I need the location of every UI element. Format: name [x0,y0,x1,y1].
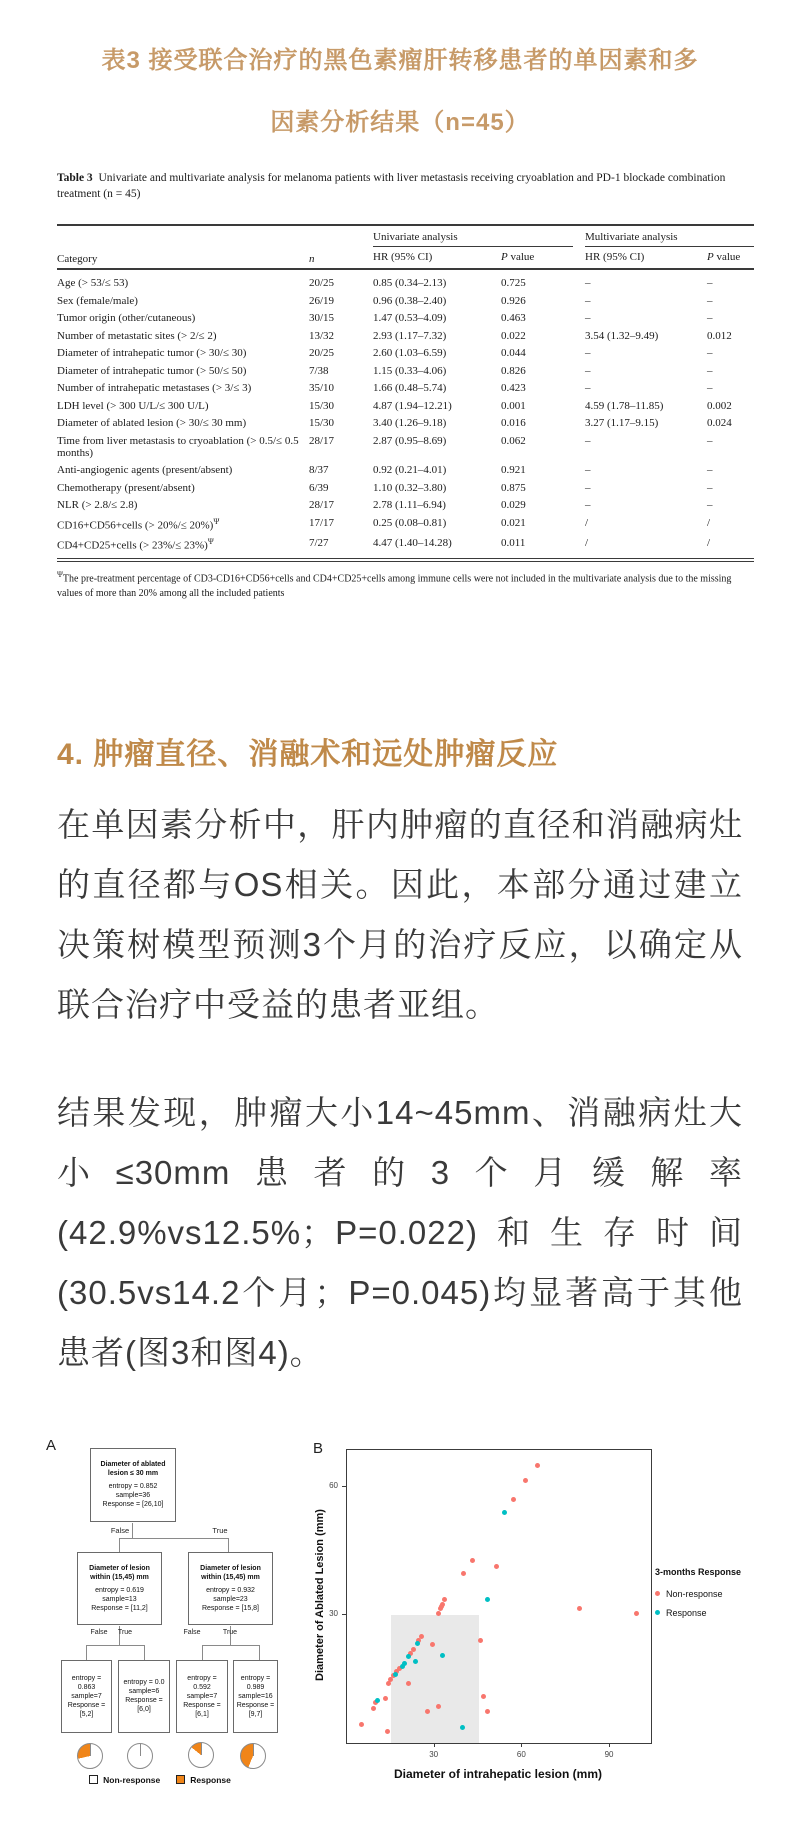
table-row: NLR (> 2.8/≤ 2.8) 28/17 2.78 (1.11–6.94) 0.029 – – [57,499,713,512]
tree-node-right [188,1552,273,1625]
tree-node-sample: sample=23 [213,1595,248,1603]
tree-node-left [77,1552,162,1625]
branch-false-label: False [90,1628,108,1636]
scatter-point [502,1510,507,1515]
tree-node-entropy: entropy = 0.592 [187,1674,217,1691]
tree-connector [202,1645,203,1660]
tree-legend [50,1775,270,1785]
table3-figure [57,170,752,601]
tree-node-entropy: entropy = 0.852 [108,1483,158,1491]
tree-node-sample: sample=6 [128,1688,160,1696]
table3 [57,224,754,561]
scatter-point [460,1725,465,1730]
scatter-point [400,1664,405,1669]
tree-connector [86,1645,87,1660]
scatter-point [393,1672,398,1677]
tree-node-response: Response = [11,2] [91,1604,148,1612]
pie-divider [90,1744,91,1756]
scatter-x-axis-label: Diameter of intrahepatic lesion (mm) [393,1766,603,1781]
paragraph-1: 在单因素分析中，肝内肿瘤的直径和消融病灶的直径都与OS相关。因此，本部分通过建立决策树模型预测3个月的治疗反应，以确定从联合治疗中受益的患者亚组。 [57,805,743,1023]
tree-leaf-3 [176,1660,228,1733]
col-category: Category [57,225,309,269]
tree-connector [202,1645,259,1646]
page-title-line1: 表3 接受联合治疗的黑色素瘤肝转移患者的单因素和多 [101,47,699,74]
pie-divider [201,1743,202,1755]
scatter-point [371,1706,376,1711]
table3-footnote [57,569,752,601]
scatter-point [494,1564,499,1569]
figure-3 [0,1435,800,1827]
tree-node-title: Diameter of ablated lesion ≤ 30 mm [100,1461,166,1478]
tree-node-entropy: entropy = 0.619 [95,1586,144,1594]
table-row: CD16+CD56+cells (> 20%/≤ 20%)$^\Psi$ 17/17 0.25 (0.08–0.81) 0.021 / / [57,516,711,532]
x-tick [434,1743,435,1747]
x-tick-label: 30 [429,1749,439,1759]
table-row: Diameter of ablated lesion (> 30/≤ 30 mm) 15/30 3.40 (1.26–9.18) 0.016 3.27 (1.17–9.15) 0.024 [57,417,732,430]
tree-pie [127,1743,153,1769]
branch-true-label: True [117,1628,133,1636]
tree-node-response: Response = [26,10] [102,1501,164,1509]
x-tick-label: 60 [516,1749,526,1759]
scatter-legend-dot [655,1591,660,1596]
col-multi-hr: HR (95% CI) [585,247,707,270]
tree-pie [77,1743,103,1769]
tree-node-sample: sample=7 [71,1692,102,1700]
table-row: Number of intrahepatic metastases (> 3/≤ 3) 35/10 1.66 (0.48–5.74) 0.423 – – [57,382,713,395]
page-title [0,0,800,154]
scatter-point [385,1729,390,1734]
scatter-point [577,1606,582,1611]
tree-connector [119,1538,229,1539]
col-multi-p: P value [707,247,754,270]
section-heading: 4. 肿瘤直径、消融术和远处肿瘤反应 [57,737,559,771]
y-tick [342,1614,346,1615]
tree-node-response: Response = [9,7] [236,1701,275,1718]
scatter-point [470,1558,475,1563]
scatter-point [634,1611,639,1616]
tree-legend-item-response [176,1775,231,1785]
tree-connector [119,1538,120,1552]
tree-node-entropy: entropy = 0.0 [123,1679,165,1687]
scatter-point [485,1709,490,1714]
scatter-point [485,1597,490,1602]
scatter-point [359,1722,364,1727]
page-title-line2: 因素分析结果（n=45） [270,109,530,136]
col-uni-hr: HR (95% CI) [373,247,501,270]
scatter-point [478,1638,483,1643]
scatter-legend-label: Response [666,1607,707,1618]
x-tick [521,1743,522,1747]
tree-legend-item-nonresponse [89,1775,160,1785]
x-tick [609,1743,610,1747]
table-row: Diameter of intrahepatic tumor (> 30/≤ 30) 20/25 2.60 (1.03–6.59) 0.044 – – [57,347,713,360]
tree-legend-response-swatch [176,1775,185,1784]
tree-node-response: Response = [5,2] [67,1701,106,1718]
panel-a [0,1435,280,1827]
tree-leaf-2 [118,1660,170,1733]
table3-caption-label: Table 3 [57,172,93,184]
tree-connector [228,1538,229,1552]
scatter-legend-label: Non-response [666,1588,723,1599]
footnote-symbol: Ψ [57,569,63,579]
panel-b-label: B [313,1439,324,1457]
scatter-point [523,1478,528,1483]
branch-false-label: False [110,1525,130,1535]
branch-true-label: True [222,1628,238,1636]
tree-legend-nonresponse-label: Non-response [103,1774,161,1785]
scatter-legend-title: 3-months Response [655,1566,742,1577]
tree-leaf-1 [61,1660,112,1733]
tree-connector [86,1645,144,1646]
tree-node-sample: sample=13 [102,1595,137,1603]
tree-node-entropy: entropy = 0.863 [71,1674,102,1691]
x-tick-label: 90 [604,1749,614,1759]
panel-a-label: A [46,1436,57,1454]
table-row: LDH level (> 300 U/L/≤ 300 U/L) 15/30 4.87 (1.94–12.21) 0.001 4.59 (1.78–11.85) 0.002 [57,399,732,412]
col-multivariate: Multivariate analysis [585,225,754,247]
table-row: Diameter of intrahepatic tumor (> 50/≤ 50) 7/38 1.15 (0.33–4.06) 0.826 – – [57,364,713,377]
scatter-point [430,1642,435,1647]
scatter-legend-item-nonresponse [655,1589,741,1599]
col-spacer [573,225,585,269]
col-uni-p: P value [501,247,573,270]
tree-leaf-4 [233,1660,278,1733]
tree-node-response: Response = [6,1] [183,1701,221,1718]
tree-node-title: Diameter of lesion within (15,45) mm [89,1564,150,1581]
scatter-point [511,1497,516,1502]
col-n: n [309,225,373,269]
tree-pie [240,1743,266,1769]
y-tick-label: 60 [329,1480,338,1490]
y-tick-label: 30 [329,1608,338,1618]
table-row: Sex (female/male) 26/19 0.96 (0.38–2.40) 0.926 – – [57,294,713,307]
paragraph-2: 结果发现，肿瘤大小14~45mm、消融病灶大小≤30mm患者的3个月缓解率(42.9%vs12.5%；P=0.022)和生存时间(30.5vs14.2个月；P=0.045)均显著高于其他患者(图3和图4)。 [57,1093,743,1371]
tree-legend-nonresponse-swatch [89,1775,98,1784]
tree-node-sample: sample=7 [186,1692,218,1700]
scatter-point [386,1681,391,1686]
scatter-legend-dot [655,1610,660,1615]
tree-node-response: Response = [6,0] [125,1697,163,1714]
tree-node-response: Response = [15,8] [201,1604,259,1612]
table-row: Time from liver metastasis to cryoablation (> 0.5/≤ 0.5 months) 28/17 2.87 (0.95–8.69) 0.062 – – [57,434,713,459]
table-row: Anti-angiogenic agents (present/absent) 8/37 0.92 (0.21–4.01) 0.921 – – [57,464,713,477]
branch-false-label: False [183,1628,201,1636]
tree-connector [259,1645,260,1660]
scatter-point [440,1653,445,1658]
tree-node-root [90,1448,176,1522]
table3-caption [57,170,752,202]
scatter-plot-area [346,1449,652,1744]
table-row: Tumor origin (other/cutaneous) 30/15 1.47 (0.53–4.09) 0.463 – – [57,312,713,325]
tree-node-entropy: entropy = 0.932 [206,1586,255,1594]
scatter-point [461,1571,466,1576]
pie-divider [253,1744,254,1756]
y-tick [342,1486,346,1487]
tree-node-sample: sample=16 [238,1692,273,1700]
table-row: Chemotherapy (present/absent) 6/39 1.10 (0.32–3.80) 0.875 – – [57,481,713,494]
scatter-point [535,1463,540,1468]
scatter-point [425,1709,430,1714]
table-row: CD4+CD25+cells (> 23%/≤ 23%)$^\Psi$ 7/27 4.47 (1.40–14.28) 0.011 / / [57,534,754,560]
tree-pie [188,1742,214,1768]
table3-body [57,269,754,559]
scatter-legend [655,1567,741,1627]
highlight-region [391,1615,479,1743]
scatter-point [383,1696,388,1701]
table3-caption-text: Univariate and multivariate analysis for melanoma patients with liver metastasis receiving cryoablation and PD-1 blockade combination treatment (n = 45) [57,172,726,201]
tree-node-entropy: entropy = 0.989 [240,1674,271,1691]
table-row: Number of metastatic sites (> 2/≤ 2) 13/32 2.93 (1.17–7.32) 0.022 3.54 (1.32–9.49) 0.012 [57,329,732,342]
scatter-point [481,1694,486,1699]
scatter-point [413,1659,418,1664]
tree-node-sample: sample=36 [115,1492,151,1500]
col-univariate: Univariate analysis [373,225,573,247]
pie-divider [140,1744,141,1756]
scatter-legend-item-response [655,1608,741,1618]
tree-node-title: Diameter of lesion within (15,45) mm [200,1564,261,1581]
tree-legend-response-label: Response [190,1774,231,1785]
panel-b [280,1435,800,1827]
table-row: Age (> 53/≤ 53) 20/25 0.85 (0.34–2.13) 0.725 – – [57,277,713,290]
branch-true-label: True [212,1525,228,1535]
footnote-text: The pre-treatment percentage of CD3-CD16+CD56+cells and CD4+CD25+cells among immune cells were not included in the multivariate analysis due to the missing values of more than 20% among all the included patients [57,572,732,599]
tree-connector [144,1645,145,1660]
scatter-y-axis-label: Diameter of Ablated Lesion (mm) [314,1508,326,1681]
